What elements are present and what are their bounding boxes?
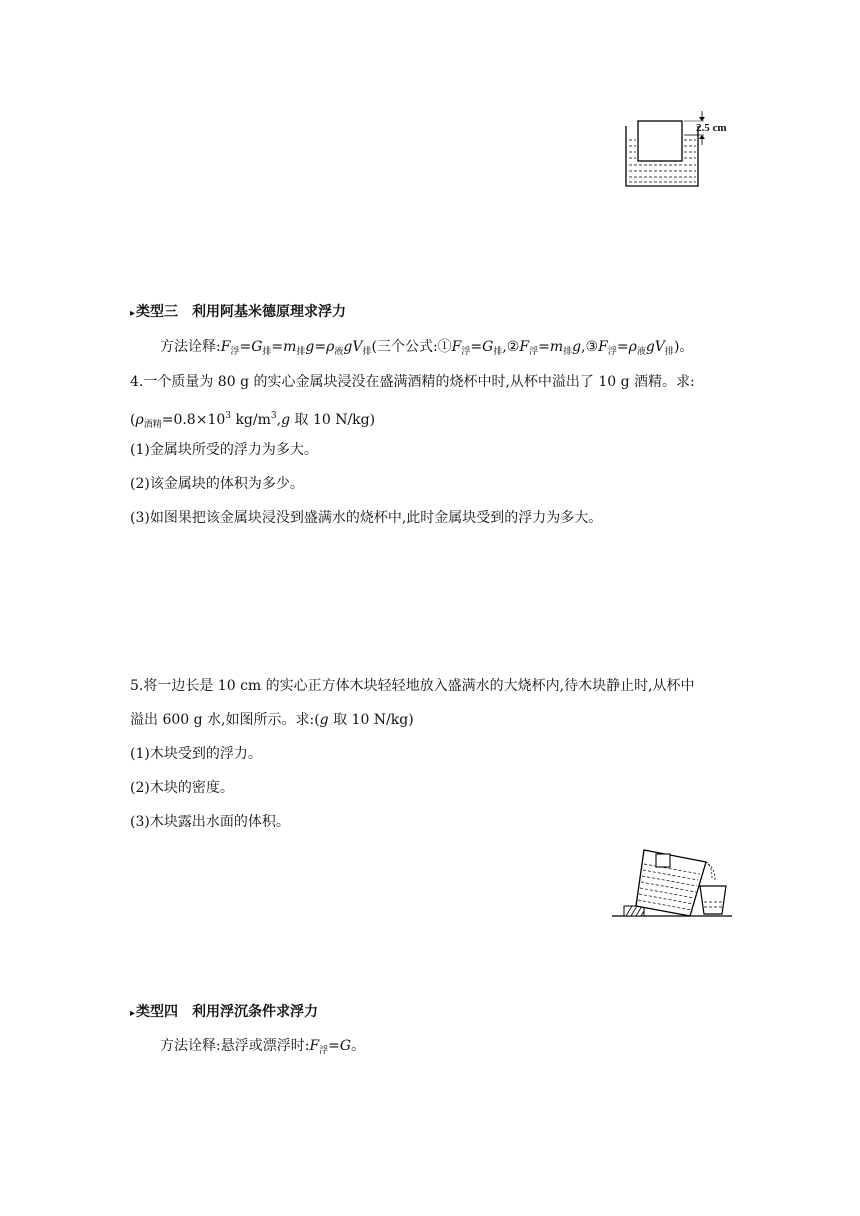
formula-symbol: G	[251, 339, 263, 355]
given-text: kg/m	[231, 412, 271, 428]
figure-floating-block	[620, 108, 750, 190]
formula-subscript: 浮	[230, 347, 240, 357]
formula-index: ①	[437, 339, 452, 355]
section-4-title: 类型四 利用浮沉条件求浮力	[136, 1004, 319, 1020]
formula-symbol: ρ	[326, 339, 335, 355]
formula-subscript: 排	[493, 347, 503, 357]
stem-text: 溢出 600 g 水,如图所示。求:(	[130, 712, 320, 728]
formula-symbol: G	[339, 1038, 352, 1054]
given-text: ,	[276, 412, 282, 428]
formula-symbol: F	[598, 339, 608, 355]
formula-operator: =	[271, 339, 284, 355]
floating-block-diagram	[620, 108, 750, 190]
formula-symbol: g	[305, 339, 315, 355]
question-4-part-2: (2)该金属块的体积为多少。	[130, 476, 304, 492]
section-3-heading	[130, 302, 346, 324]
question-4-part-3: (3)如图果把该金属块浸没到盛满水的烧杯中,此时金属块受到的浮力为多大。	[130, 510, 603, 526]
formula-subscript: 排	[262, 347, 272, 357]
formula-subscript: 浮	[529, 347, 539, 357]
formula-operator: =	[314, 339, 327, 355]
formula-symbol: ρ	[135, 412, 144, 428]
method-prefix: 方法诠释:	[160, 339, 221, 355]
overflow-beaker-diagram	[612, 838, 734, 920]
question-5-stem: 5.将一边长是 10 cm 的实心正方体木块轻轻地放入盛满水的大烧杯内,待木块静止时,从杯中	[130, 678, 695, 694]
formula-symbol: F	[309, 1038, 320, 1054]
depth-label: 2.5 cm	[696, 122, 727, 134]
question-5-part-3: (3)木块露出水面的体积。	[130, 814, 290, 830]
stem-text: 取 10 N/kg)	[328, 712, 414, 728]
formula-separator: ,	[581, 339, 586, 355]
formula-subscript: 排	[296, 347, 306, 357]
formula-symbol: m	[283, 339, 297, 355]
formula-subscript: 液	[334, 347, 344, 357]
formula-symbol: F	[220, 339, 231, 355]
formula-text: 。	[351, 1038, 366, 1054]
question-5-part-2: (2)木块的密度。	[130, 780, 234, 796]
formula-index: ③	[585, 339, 599, 355]
formula-operator: =	[538, 339, 550, 355]
formula-subscript: 液	[636, 347, 646, 357]
method-prefix: 方法诠释:悬浮或漂浮时:	[160, 1038, 310, 1054]
formula-subscript: 排	[664, 347, 674, 357]
formula-subscript: 浮	[607, 347, 617, 357]
formula-subscript: 排	[563, 347, 573, 357]
formula-symbol: ρ	[628, 339, 637, 355]
formula-separator: ,	[502, 339, 507, 355]
formula-operator: =	[470, 339, 483, 355]
given-text: (	[130, 412, 136, 428]
formula-subscript: 排	[362, 347, 372, 357]
formula-operator: =	[328, 1038, 340, 1054]
formula-symbol: g	[572, 339, 582, 355]
formula-symbol: F	[519, 339, 530, 355]
section-4-method	[160, 1036, 365, 1061]
question-5-stem-cont	[130, 710, 414, 730]
question-5-part-1: (1)木块受到的浮力。	[130, 746, 262, 762]
triangle-bullet-icon: ▸	[130, 1008, 136, 1019]
formula-subscript: 酒精	[143, 420, 162, 430]
question-4-part-1: (1)金属块所受的浮力为多大。	[130, 442, 318, 458]
given-exponent: 3	[270, 411, 277, 421]
formula-subscript: 浮	[319, 1046, 329, 1056]
formula-symbol: F	[451, 339, 462, 355]
formula-symbol: V	[654, 339, 665, 355]
section-3-method	[160, 337, 693, 362]
figure-overflow-beaker	[612, 838, 734, 920]
formula-symbol: g	[319, 712, 329, 728]
section-4-heading	[130, 1002, 318, 1024]
question-4-given	[130, 406, 375, 435]
formula-text: )。	[673, 339, 694, 355]
formula-operator: =	[616, 339, 629, 355]
formula-symbol: g	[645, 339, 655, 355]
formula-operator: =	[239, 339, 252, 355]
section-3-title: 类型三 利用阿基米德原理求浮力	[136, 304, 347, 320]
formula-symbol: m	[549, 339, 564, 355]
given-text: =0.8×10	[161, 412, 226, 428]
question-4-stem: 4.一个质量为 80 g 的实心金属块浸没在盛满酒精的烧杯中时,从杯中溢出了 10 g 酒精。求:	[130, 374, 695, 390]
triangle-bullet-icon: ▸	[130, 308, 136, 319]
given-text: 取 10 N/kg)	[290, 412, 376, 428]
formula-subscript: 浮	[461, 347, 471, 357]
formula-symbol: V	[352, 339, 363, 355]
given-exponent: 3	[225, 411, 231, 421]
formula-symbol: G	[482, 339, 494, 355]
formula-index: ②	[506, 339, 520, 355]
formula-text: (三个公式:	[371, 339, 438, 355]
formula-symbol: g	[281, 412, 291, 428]
formula-symbol: g	[343, 339, 353, 355]
